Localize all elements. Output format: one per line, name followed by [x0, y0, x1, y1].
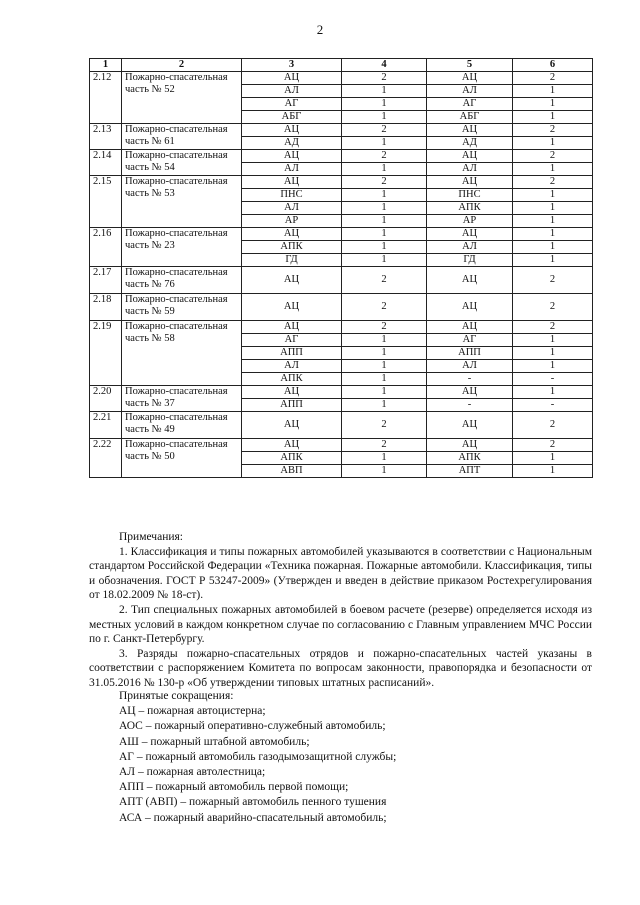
vehicle-count-cell: 1: [342, 215, 427, 228]
row-number-cell: 2.12: [90, 72, 122, 124]
abbreviation-item: АШ – пожарный штабной автомобиль;: [119, 735, 310, 748]
vehicle-type-cell: АПП: [242, 399, 342, 412]
reserve-count-cell: 1: [513, 163, 593, 176]
row-number-cell: 2.20: [90, 386, 122, 412]
reserve-type-cell: -: [427, 373, 513, 386]
vehicle-type-cell: АГ: [242, 98, 342, 111]
header-cell: 2: [122, 59, 242, 72]
vehicle-type-cell: АЦ: [242, 439, 342, 452]
unit-name-cell: Пожарно-спасательная часть № 54: [122, 150, 242, 176]
reserve-type-cell: АЛ: [427, 85, 513, 98]
vehicle-type-cell: АЛ: [242, 163, 342, 176]
vehicle-count-cell: 1: [342, 163, 427, 176]
row-number-cell: 2.18: [90, 294, 122, 321]
reserve-count-cell: 1: [513, 386, 593, 399]
reserve-type-cell: АПТ: [427, 465, 513, 478]
reserve-type-cell: АБГ: [427, 111, 513, 124]
vehicle-count-cell: 1: [342, 347, 427, 360]
vehicle-count-cell: 2: [342, 72, 427, 85]
note-item: 3. Разряды пожарно-спасательных отрядов и пожарно-спасательных частей указаны в соответствии с распоряжением Комитета по вопросам законности, правопорядка и безопасности от 31.05.2016 № 130-р «Об утверждении типовых штатных расписаний».: [89, 647, 592, 689]
reserve-type-cell: ПНС: [427, 189, 513, 202]
reserve-count-cell: 1: [513, 452, 593, 465]
reserve-count-cell: 2: [513, 267, 593, 294]
vehicle-type-cell: ГД: [242, 254, 342, 267]
vehicle-count-cell: 1: [342, 241, 427, 254]
unit-name-cell: Пожарно-спасательная часть № 59: [122, 294, 242, 321]
reserve-count-cell: 2: [513, 176, 593, 189]
vehicle-type-cell: АБГ: [242, 111, 342, 124]
row-number-cell: 2.14: [90, 150, 122, 176]
vehicle-count-cell: 1: [342, 189, 427, 202]
table-row: [90, 321, 593, 334]
vehicle-type-cell: АЦ: [242, 321, 342, 334]
reserve-count-cell: 1: [513, 98, 593, 111]
vehicle-type-cell: АПК: [242, 373, 342, 386]
notes-section: [89, 530, 592, 691]
header-cell: 3: [242, 59, 342, 72]
vehicle-count-cell: 1: [342, 334, 427, 347]
vehicle-count-cell: 1: [342, 111, 427, 124]
reserve-type-cell: АЛ: [427, 241, 513, 254]
vehicle-type-cell: АЦ: [242, 412, 342, 439]
reserve-type-cell: АЦ: [427, 176, 513, 189]
vehicle-count-cell: 1: [342, 228, 427, 241]
table-body: [90, 72, 593, 478]
table-row: [90, 176, 593, 189]
table-row: [90, 386, 593, 399]
reserve-count-cell: 1: [513, 137, 593, 150]
vehicle-type-cell: АПП: [242, 347, 342, 360]
vehicle-type-cell: АПК: [242, 241, 342, 254]
reserve-count-cell: 1: [513, 85, 593, 98]
vehicle-type-cell: АД: [242, 137, 342, 150]
table-row: [90, 124, 593, 137]
reserve-type-cell: АЦ: [427, 294, 513, 321]
reserve-type-cell: АЦ: [427, 124, 513, 137]
vehicle-count-cell: 2: [342, 150, 427, 163]
reserve-count-cell: 1: [513, 334, 593, 347]
row-number-cell: 2.21: [90, 412, 122, 439]
row-number-cell: 2.13: [90, 124, 122, 150]
vehicle-count-cell: 2: [342, 294, 427, 321]
vehicle-type-cell: АЦ: [242, 386, 342, 399]
reserve-count-cell: 2: [513, 321, 593, 334]
reserve-count-cell: 1: [513, 202, 593, 215]
vehicle-type-cell: АЦ: [242, 267, 342, 294]
abbreviation-item: АЦ – пожарная автоцистерна;: [119, 705, 266, 718]
unit-name-cell: Пожарно-спасательная часть № 58: [122, 321, 242, 386]
abbreviation-item: АПТ (АВП) – пожарный автомобиль пенного тушения: [119, 796, 387, 809]
vehicle-count-cell: 1: [342, 202, 427, 215]
vehicle-type-cell: АЛ: [242, 85, 342, 98]
reserve-count-cell: -: [513, 373, 593, 386]
vehicle-count-cell: 1: [342, 452, 427, 465]
unit-name-cell: Пожарно-спасательная часть № 23: [122, 228, 242, 267]
reserve-count-cell: 1: [513, 254, 593, 267]
reserve-count-cell: 1: [513, 228, 593, 241]
vehicle-count-cell: 2: [342, 124, 427, 137]
reserve-type-cell: АЦ: [427, 386, 513, 399]
unit-name-cell: Пожарно-спасательная часть № 49: [122, 412, 242, 439]
reserve-type-cell: АГ: [427, 334, 513, 347]
row-number-cell: 2.15: [90, 176, 122, 228]
row-number-cell: 2.17: [90, 267, 122, 294]
vehicle-count-cell: 2: [342, 267, 427, 294]
reserve-count-cell: 1: [513, 189, 593, 202]
reserve-type-cell: АР: [427, 215, 513, 228]
vehicle-type-cell: АЦ: [242, 294, 342, 321]
reserve-type-cell: АЦ: [427, 150, 513, 163]
reserve-type-cell: АЦ: [427, 439, 513, 452]
reserve-count-cell: 2: [513, 439, 593, 452]
reserve-type-cell: АПК: [427, 202, 513, 215]
reserve-count-cell: -: [513, 399, 593, 412]
table-row: [90, 228, 593, 241]
reserve-count-cell: 2: [513, 72, 593, 85]
unit-name-cell: Пожарно-спасательная часть № 61: [122, 124, 242, 150]
vehicle-count-cell: 1: [342, 85, 427, 98]
reserve-type-cell: АЛ: [427, 360, 513, 373]
reserve-count-cell: 1: [513, 347, 593, 360]
vehicle-count-cell: 1: [342, 137, 427, 150]
vehicle-count-cell: 2: [342, 439, 427, 452]
reserve-type-cell: АЦ: [427, 228, 513, 241]
vehicle-type-cell: АГ: [242, 334, 342, 347]
vehicle-type-cell: АЦ: [242, 150, 342, 163]
vehicle-type-cell: АЦ: [242, 72, 342, 85]
abbreviation-item: АОС – пожарный оперативно-служебный автомобиль;: [119, 720, 386, 733]
header-cell: 5: [427, 59, 513, 72]
table-row: [90, 267, 593, 294]
row-number-cell: 2.19: [90, 321, 122, 386]
reserve-type-cell: АЦ: [427, 72, 513, 85]
vehicle-type-cell: АЦ: [242, 124, 342, 137]
vehicle-count-cell: 1: [342, 399, 427, 412]
reserve-count-cell: 1: [513, 111, 593, 124]
table-row: [90, 150, 593, 163]
unit-name-cell: Пожарно-спасательная часть № 53: [122, 176, 242, 228]
vehicle-count-cell: 1: [342, 373, 427, 386]
unit-name-cell: Пожарно-спасательная часть № 50: [122, 439, 242, 478]
vehicle-type-cell: АЛ: [242, 202, 342, 215]
table-row: [90, 412, 593, 439]
vehicle-count-cell: 2: [342, 412, 427, 439]
vehicle-table: [89, 58, 593, 478]
vehicle-type-cell: АПК: [242, 452, 342, 465]
reserve-type-cell: АЦ: [427, 412, 513, 439]
vehicle-type-cell: АЦ: [242, 176, 342, 189]
vehicle-type-cell: АР: [242, 215, 342, 228]
notes-title: Примечания:: [119, 531, 183, 543]
reserve-type-cell: ГД: [427, 254, 513, 267]
table-header-row: [90, 59, 593, 72]
vehicle-count-cell: 1: [342, 465, 427, 478]
reserve-type-cell: АД: [427, 137, 513, 150]
unit-name-cell: Пожарно-спасательная часть № 52: [122, 72, 242, 124]
reserve-count-cell: 2: [513, 150, 593, 163]
vehicle-count-cell: 1: [342, 254, 427, 267]
table-row: [90, 72, 593, 85]
vehicle-type-cell: АВП: [242, 465, 342, 478]
table-row: [90, 439, 593, 452]
abbreviation-item: АПП – пожарный автомобиль первой помощи;: [119, 781, 349, 794]
reserve-type-cell: АЦ: [427, 267, 513, 294]
row-number-cell: 2.16: [90, 228, 122, 267]
reserve-type-cell: АЛ: [427, 163, 513, 176]
reserve-count-cell: 2: [513, 412, 593, 439]
reserve-count-cell: 1: [513, 215, 593, 228]
abbreviation-item: АЛ – пожарная автолестница;: [119, 766, 266, 779]
table-row: [90, 294, 593, 321]
abbreviations-title: Принятые сокращения:: [119, 690, 234, 702]
vehicle-type-cell: ПНС: [242, 189, 342, 202]
vehicle-type-cell: АЦ: [242, 228, 342, 241]
reserve-type-cell: АПП: [427, 347, 513, 360]
reserve-count-cell: 1: [513, 465, 593, 478]
unit-name-cell: Пожарно-спасательная часть № 76: [122, 267, 242, 294]
reserve-type-cell: АЦ: [427, 321, 513, 334]
reserve-count-cell: 2: [513, 294, 593, 321]
page-number: 2: [316, 22, 324, 37]
vehicle-count-cell: 2: [342, 321, 427, 334]
abbreviations-section: [119, 689, 599, 826]
reserve-type-cell: АПК: [427, 452, 513, 465]
vehicle-count-cell: 2: [342, 176, 427, 189]
vehicle-count-cell: 1: [342, 386, 427, 399]
reserve-count-cell: 2: [513, 124, 593, 137]
reserve-count-cell: 1: [513, 360, 593, 373]
note-item: 1. Классификация и типы пожарных автомобилей указываются в соответствии с Национальным стандартом Российской Федерации «Техника пожарная. Пожарные автомобили. Классификация, типы и обозначения. ГОСТ Р 53247-2009» (Утвержден и введен в действие приказом Ростехрегулирования от 18.02.2009 № 18-ст).: [89, 545, 592, 602]
vehicle-type-cell: АЛ: [242, 360, 342, 373]
header-cell: 1: [90, 59, 122, 72]
abbreviation-item: АГ – пожарный автомобиль газодымозащитной службы;: [119, 750, 397, 763]
vehicle-count-cell: 1: [342, 98, 427, 111]
header-cell: 6: [513, 59, 593, 72]
reserve-type-cell: -: [427, 399, 513, 412]
reserve-count-cell: 1: [513, 241, 593, 254]
vehicle-count-cell: 1: [342, 360, 427, 373]
header-cell: 4: [342, 59, 427, 72]
reserve-type-cell: АГ: [427, 98, 513, 111]
abbreviation-item: АСА – пожарный аварийно-спасательный автомобиль;: [119, 811, 387, 824]
note-item: 2. Тип специальных пожарных автомобилей в боевом расчете (резерве) определяется исходя из местных условий в каждом конкретном случае по согласованию с Главным управлением МЧС России по г. Санкт-Петербургу.: [89, 603, 592, 646]
unit-name-cell: Пожарно-спасательная часть № 37: [122, 386, 242, 412]
row-number-cell: 2.22: [90, 439, 122, 478]
